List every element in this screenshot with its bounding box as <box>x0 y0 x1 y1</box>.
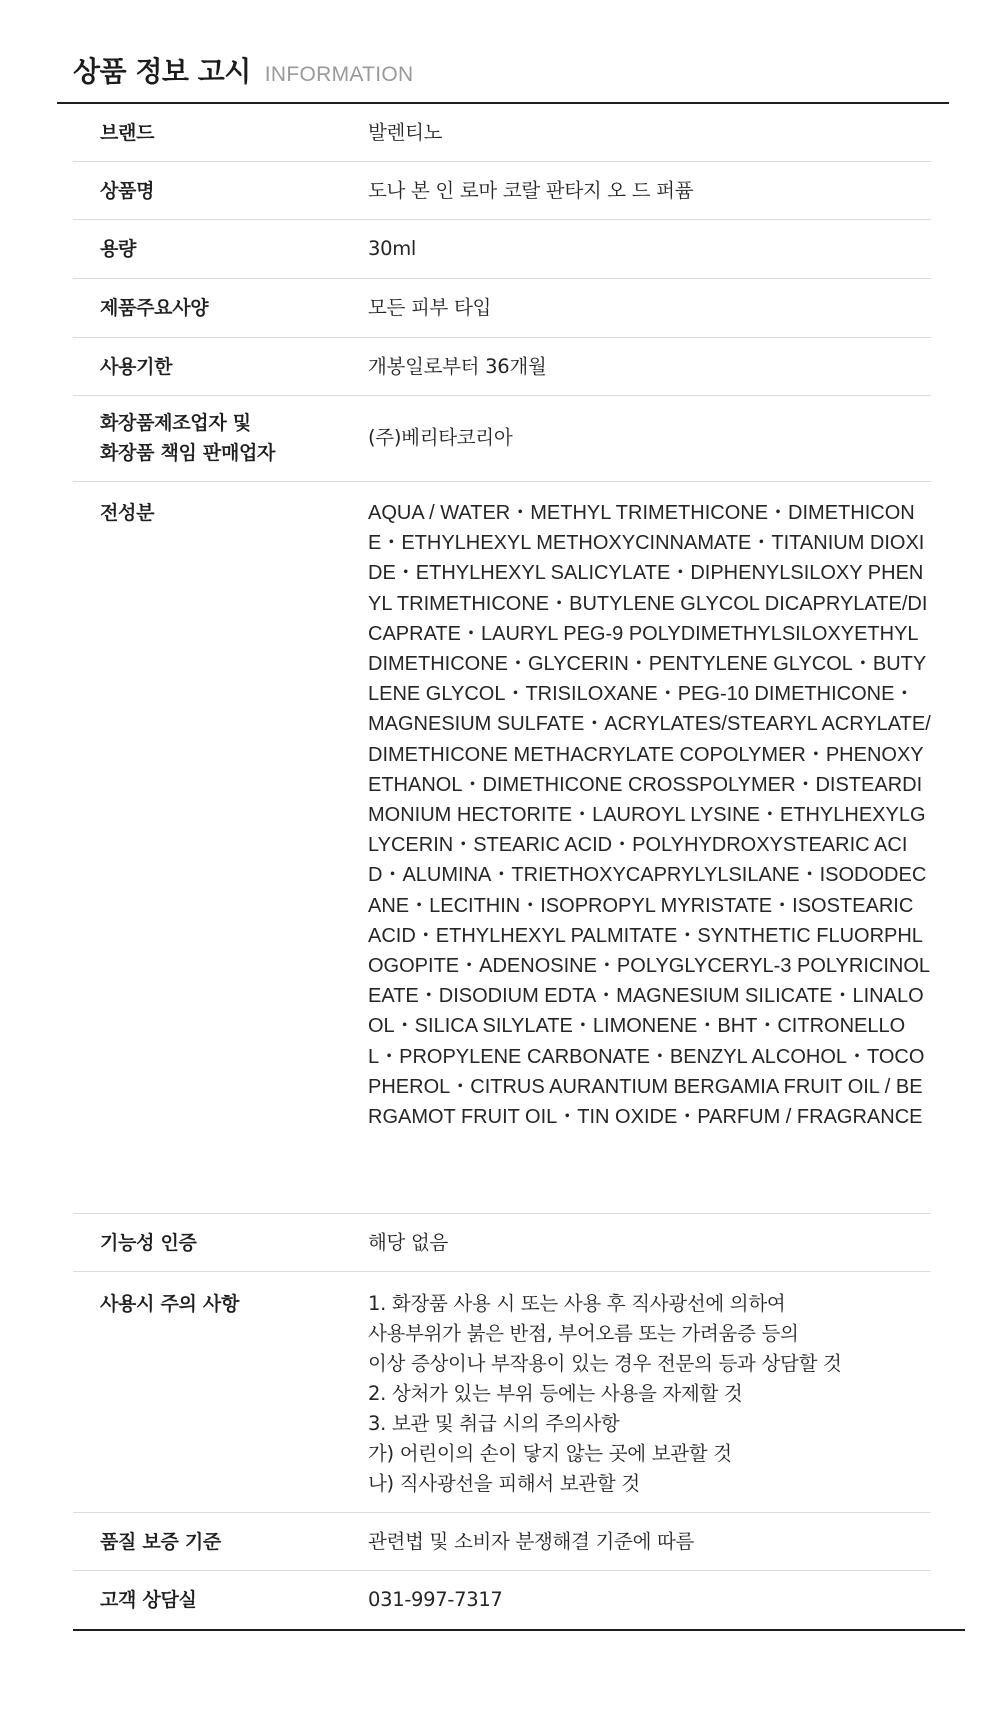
row-value: (주)베리타코리아 <box>368 426 513 449</box>
row-value: 도나 본 인 로마 코랄 판타지 오 드 퍼퓸 <box>368 179 694 202</box>
info-row-product-name <box>73 162 931 220</box>
row-value: 개봉일로부터 36개월 <box>368 355 547 378</box>
info-table <box>73 104 931 1629</box>
info-row-customer-center <box>73 1571 931 1629</box>
ingredients-text: AQUA / WATER・METHYL TRIMETHICONE・DIMETHICONE・ETHYLHEXYL METHOXYCINNAMATE・TITANIUM DIOXIDE・ETHYLHEXYL SALICYLATE・DIPHENYLSILOXY PHENYL TRIMETHICONE・BUTYLENE GLYCOL DICAPRYLATE/DICAPRATE・LAURYL PEG-9 POLYDIMETHYLSILOXYETHYL DIMETHICONE・GLYCERIN・PENTYLENE GLYCOL・BUTYLENE GLYCOL・TRISILOXANE・PEG-10 DIMETHICONE・MAGNESIUM SULFATE・ACRYLATES/STEARYL ACRYLATE/DIMETHICONE METHACRYLATE COPOLYMER・PHENOXYETHANOL・DIMETHICONE CROSSPOLYMER・DISTEARDIMONIUM HECTORITE・LAUROYL LYSINE・ETHYLHEXYLGLYCERIN・STEARIC ACID・POLYHYDROXYSTEARIC ACID・ALUMINA・TRIETHOXYCAPRYLYLSILANE・ISODODECANE・LECITHIN・ISOPROPYL MYRISTATE・ISOSTEARIC ACID・ETHYLHEXYL PALMITATE・SYNTHETIC FLUORPHLOGOPITE・ADENOSINE・POLYGLYCERYL-3 POLYRICINOLEATE・DISODIUM EDTA・MAGNESIUM SILICATE・LINALOOL・SILICA SILYLATE・LIMONENE・BHT・CITRONELLOL・PROPYLENE CARBONATE・BENZYL ALCOHOL・TOCOPHEROL・CITRUS AURANTIUM BERGAMIA FRUIT OIL / BERGAMOT FRUIT OIL・TIN OXIDE・PARFUM / FRAGRANCE <box>368 502 931 1129</box>
section-title: 상품 정보 고시 <box>73 55 251 88</box>
info-row-main-spec <box>73 279 931 338</box>
info-row-manufacturer <box>73 396 931 482</box>
info-row-brand <box>73 104 931 162</box>
customer-phone: 031-997-7317 <box>368 1588 503 1611</box>
info-row-functional-certification <box>73 1214 931 1272</box>
info-row-precautions <box>73 1272 931 1513</box>
row-value: 30ml <box>368 237 417 260</box>
row-label: 품질 보증 기준 <box>100 1531 221 1553</box>
info-row-volume <box>73 220 931 279</box>
row-label: 사용시 주의 사항 <box>100 1293 240 1315</box>
row-label: 브랜드 <box>100 122 155 144</box>
section-subtitle: INFORMATION <box>264 63 414 86</box>
info-row-expiry <box>73 338 931 396</box>
info-row-quality-standard <box>73 1513 931 1571</box>
row-label: 사용기한 <box>100 356 173 378</box>
row-value: 발렌티노 <box>368 121 443 144</box>
row-label: 화장품제조업자 및 화장품 책임 판매업자 <box>100 412 276 464</box>
section-header <box>73 50 414 90</box>
row-label: 상품명 <box>100 180 155 202</box>
row-value: 관련법 및 소비자 분쟁해결 기준에 따름 <box>368 1530 695 1553</box>
bottom-divider <box>73 1629 965 1631</box>
row-label: 기능성 인증 <box>100 1232 197 1254</box>
row-label: 제품주요사양 <box>100 297 209 319</box>
row-label: 전성분 <box>100 502 155 524</box>
row-value: 모든 피부 타입 <box>368 296 492 319</box>
precautions-text: 1. 화장품 사용 시 또는 사용 후 직사광선에 의하여 사용부위가 붉은 반점, 부어오름 또는 가려움증 등의 이상 증상이나 부작용이 있는 경우 전문의 등과 상담할 것 2. 상처가 있는 부위 등에는 사용을 자제할 것 3. 보관 및 취급 시의 주의사항 가) 어린이의 손이 닿지 않는 곳에 보관할 것 나) 직사광선을 피해서 보관할 것 <box>368 1292 842 1495</box>
row-value: 해당 없음 <box>368 1231 449 1254</box>
row-label: 용량 <box>100 238 137 260</box>
info-row-ingredients <box>73 482 931 1214</box>
row-label: 고객 상담실 <box>100 1589 197 1611</box>
